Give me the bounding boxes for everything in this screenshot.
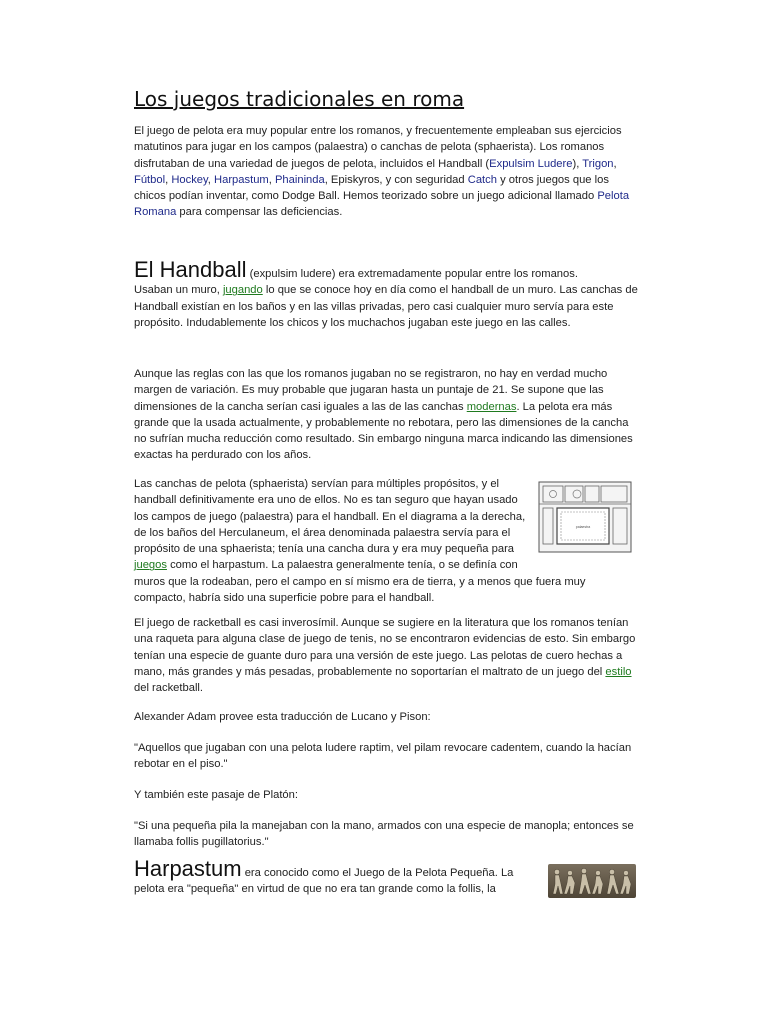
link-expulsim-ludere[interactable]: Expulsim Ludere xyxy=(489,157,573,170)
intro-text: , xyxy=(268,173,275,186)
intro-text: ), xyxy=(572,157,583,170)
paragraph-text: Aunque las reglas con las que los romanos jugaban no se registraron, no hay en verdad mucho margen de variación. Es muy probable que jugaran hasta un puntaje de 21. Se supone que las dimensiones de la cancha serían casi iguales a las de las canchas xyxy=(134,368,608,413)
harpastum-lead: era conocido como el Juego de la Pelota Pequeña. La pelota era "pequeña" en virtud de que no era tan grande como la follis, la xyxy=(134,867,514,896)
handball-paragraph-1 xyxy=(134,257,639,331)
paragraph-text: Las canchas de pelota (sphaerista) servían para múltiples propósitos, y el handball definitivamente era uno de ellos. No es tan seguro que hayan usado los campos de juego (palaestra) para el handball. En el diagrama a la derecha, de los baños del Herculaneum, el área denominada palaestra servía para el propósito de una sphaerista; tenía una cancha dura y era muy pequeña para xyxy=(134,478,526,556)
intro-text: , xyxy=(613,157,617,170)
intro-text: , xyxy=(165,173,172,186)
paragraph-text: El juego de racketball es casi inverosímil. Aunque se sugiere en la literatura que los romanos tenían una raqueta para alguna clase de juego de tenis, no se encontraron evidencias de esto. Sin embargo tenían una especie de guante duro para una versión de este juego. Las pelotas de cuero hechas a mano, más grandes y más pesadas, probablemente no soportarían el maltrato de un juego del xyxy=(134,617,636,678)
harpastum-heading: Harpastum xyxy=(134,856,242,881)
intro-text: para compensar las deficiencias. xyxy=(176,206,343,219)
quote-platon: "Si una pequeña pila la manejaban con la mano, armados con una especie de manopla; entonces se llamaba follis pugillatorius." xyxy=(134,820,634,849)
floor-plan-diagram xyxy=(537,474,634,557)
link-juegos[interactable]: juegos xyxy=(134,559,167,572)
intro-text: El juego de pelota era muy popular entre los romanos, y frecuentemente empleaban sus ejercicios matutinos para jugar en los campos (palaestra) o canchas de pelota (sphaerista). Los romanos disfrutaban de una variedad de juegos de pelota, incluidos el Handball ( xyxy=(134,125,622,170)
roman-relief-image xyxy=(548,864,636,898)
paragraph-text: Usaban un muro, xyxy=(134,284,223,297)
link-modernas[interactable]: modernas xyxy=(466,400,517,413)
link-catch[interactable]: Catch xyxy=(467,173,497,186)
paragraph-text: lo que se conoce hoy en día como el handball de un muro. Las canchas de Handball existían en los baños y en las villas privadas, pero casi cualquier muro servía para este propósito. Indudablemente los chicos y los muchachos jugaban este juego en las calles. xyxy=(134,284,638,329)
link-estilo[interactable]: estilo xyxy=(605,665,632,678)
intro-text: , Episkyros, y con seguridad xyxy=(324,173,468,186)
handball-lead: (expulsim ludere) era extremadamente popular entre los romanos. xyxy=(246,268,578,280)
paragraph-text: del racketball. xyxy=(134,682,204,695)
harpastum-paragraph xyxy=(134,856,529,898)
link-trigon[interactable]: Trigon xyxy=(582,157,614,170)
page-title: Los juegos tradicionales en roma xyxy=(134,87,465,111)
handball-paragraph-7: Y también este pasaje de Platón: xyxy=(134,789,298,801)
link-harpastum[interactable]: Harpastum xyxy=(214,173,269,186)
paragraph-text: . La pelota era más grande que la usada actualmente, y probablemente no rebotara, pero las dimensiones de la cancha no sufrían mucha reducción como resultado. Sin embargo ninguna marca indicando las dimensiones exactas ha perdurado con los años. xyxy=(134,400,633,462)
svg-text:palaestra: palaestra xyxy=(575,525,591,529)
intro-paragraph xyxy=(134,123,639,221)
link-jugando[interactable]: jugando xyxy=(222,284,263,297)
handball-paragraph-4 xyxy=(134,615,639,696)
handball-heading: El Handball xyxy=(134,257,247,282)
intro-text: y otros juegos que los chicos podían inventar, como Dodge Ball. Hemos teorizado sobre un juego adicional llamado xyxy=(134,173,609,203)
paragraph-text: como el harpastum. La palaestra generalmente tenía, o se definía con muros que la rodeaban, pero el campo en sí mismo era de tierra, y a menos que fuera muy compacto, habría sido una superficie pobre para el handball. xyxy=(134,559,586,605)
link-hockey[interactable]: Hockey xyxy=(171,173,208,186)
link-futbol[interactable]: Fútbol xyxy=(134,173,166,186)
handball-paragraph-5: Alexander Adam provee esta traducción de Lucano y Pison: xyxy=(134,711,431,723)
intro-text: , xyxy=(207,173,215,186)
link-phaininda[interactable]: Phaininda xyxy=(274,173,325,186)
quote-lucano: "Aquellos que jugaban con una pelota ludere raptim, vel pilam revocare cadentem, cuando la hacían rebotar en el piso." xyxy=(134,742,632,771)
link-pelota-romana[interactable]: Pelota Romana xyxy=(134,190,630,219)
handball-paragraph-2 xyxy=(134,366,639,464)
